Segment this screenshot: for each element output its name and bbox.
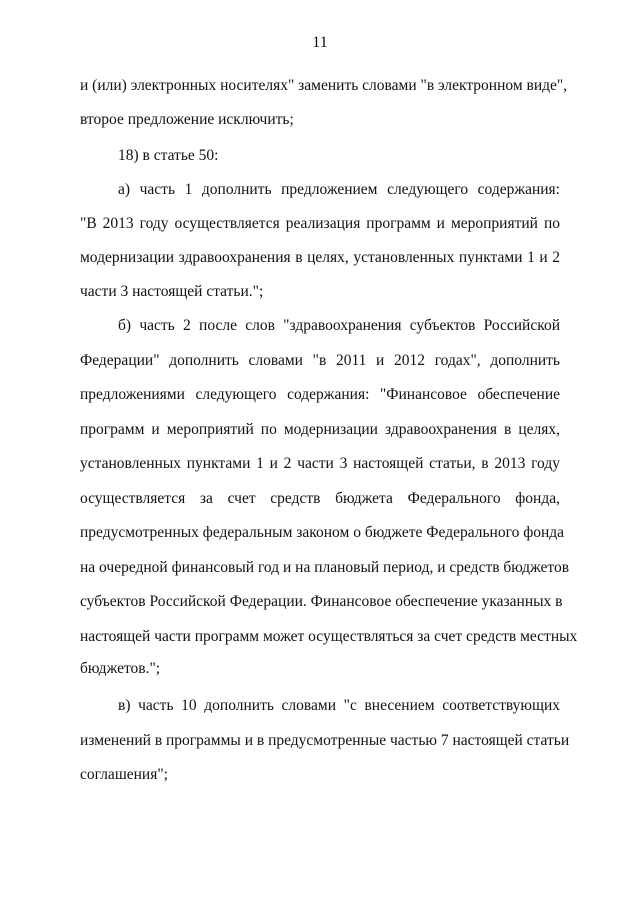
text-line: бюджетов.";: [80, 660, 161, 677]
text-line: настоящей части программ может осуществляться за счет средств местных: [80, 628, 578, 645]
text-line: программ и мероприятий по модернизации здравоохранения в целях,: [80, 421, 560, 438]
text-line: на очередной финансовый год и на плановый период, и средств бюджетов: [80, 559, 570, 576]
text-line: и (или) электронных носителях" заменить словами "в электронном виде",: [80, 77, 568, 94]
text-line: осуществляется за счет средств бюджета Федерального фонда,: [80, 490, 560, 507]
text-line: б) часть 2 после слов "здравоохранения субъектов Российской: [118, 317, 560, 334]
text-line: 18) в статье 50:: [118, 147, 219, 164]
text-line: предложениями следующего содержания: "Финансовое обеспечение: [80, 386, 560, 403]
text-line: субъектов Российской Федерации. Финансовое обеспечение указанных в: [80, 593, 563, 610]
text-line: "В 2013 году осуществляется реализация программ и мероприятий по: [80, 215, 560, 232]
text-line: части 3 настоящей статьи.";: [80, 283, 264, 300]
text-line: в) часть 10 дополнить словами "с внесением соответствующих: [118, 697, 560, 714]
text-line: установленных пунктами 1 и 2 части 3 настоящей статьи, в 2013 году: [80, 455, 560, 472]
text-line: Федерации" дополнить словами "в 2011 и 2012 годах", дополнить: [80, 352, 560, 369]
text-line: модернизации здравоохранения в целях, установленных пунктами 1 и 2: [80, 249, 560, 266]
text-line: второе предложение исключить;: [80, 111, 294, 128]
text-line: изменений в программы и в предусмотренные частью 7 настоящей статьи: [80, 732, 570, 749]
text-line: соглашения";: [80, 766, 168, 783]
text-line: а) часть 1 дополнить предложением следующего содержания:: [118, 181, 560, 198]
text-line: предусмотренных федеральным законом о бюджете Федерального фонда: [80, 524, 565, 541]
page-number: 11: [312, 34, 328, 51]
